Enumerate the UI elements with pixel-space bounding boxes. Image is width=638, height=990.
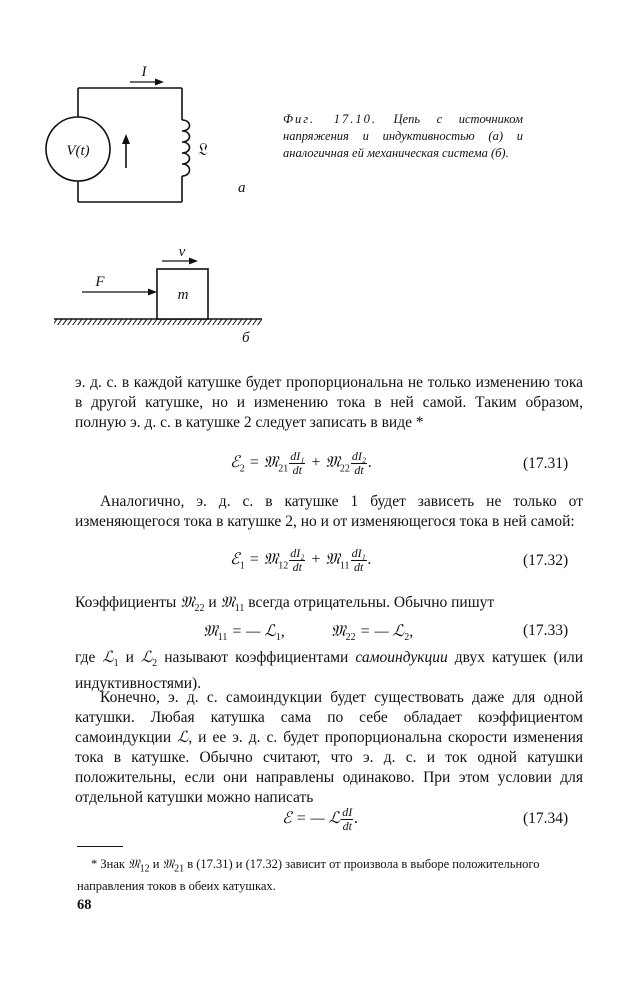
panel-label-b: б	[242, 330, 250, 346]
circuit-diagram	[40, 60, 265, 205]
caption-text: Цепь с источником напряжения и индуктивностью (а) и аналогичная ей механическая система (б).	[283, 112, 523, 160]
source-arrow-head	[122, 134, 130, 144]
source-label: V(t)	[66, 143, 90, 159]
mechanical-diagram	[52, 242, 267, 352]
equation-17-31: ℰ$_2$ = 𝔐$_{21}$ $\frac{\text{dI₁}}{dt}$ + 𝔐$_{22}$ $\frac{\text{dI₂}}{dt}$ .	[230, 449, 373, 477]
paragraph-2: Аналогично, э. д. с. в катушке 1 будет зависеть не только от изменяющегося тока в катушке 2, но и от изменяющегося тока в ней самой:	[75, 493, 583, 530]
inductance-label: 𝔏	[198, 140, 209, 159]
equation-number-17-33: (17.33)	[523, 622, 569, 639]
equation-17-33: 𝔐$_{11}$ = — ℒ$_1$, 𝔐$_{22}$ = — ℒ$_2$,	[203, 623, 414, 644]
paragraph-1: э. д. с. в каждой катушке будет пропорциональна не только изменению тока в другой катушке, но и изменению тока в ней самой. Таким образом, полную э. д. с. в катушке 2 следует записать в виде *	[75, 374, 583, 431]
current-label: I	[141, 64, 147, 80]
mass-label: m	[177, 287, 189, 303]
footnote: * Знак 𝔐$_{12}$ и 𝔐$_{21}$ в (17.31) и (17.32) зависит от произвола в выборе положительного направления токов в обеих катушках.	[77, 857, 540, 893]
equation-number-17-32: (17.32)	[523, 552, 569, 569]
current-arrow-head	[155, 79, 164, 86]
paragraph-4: где ℒ$_1$ и ℒ$_2$ называют коэффициентами самоиндукции двух катушек (или индуктивностями).	[75, 649, 584, 693]
equation-number-17-34: (17.34)	[523, 810, 569, 827]
paragraph-5: Конечно, э. д. с. самоиндукции будет существовать даже для одной катушки. Любая катушка сама по себе обладает коэффициентом самоиндукции ℒ, и ее э. д. с. будет пропорциональна скорости изменения тока в катушке. Обычно считают, что э. д. с. и ток одной катушки положительны, если они направлены одинаково. При этом условии для отдельной катушки можно написать	[75, 689, 583, 806]
inductor-coil	[182, 120, 190, 176]
page-number: 68	[77, 897, 92, 913]
equation-17-34: ℰ = — ℒ $\frac{dI}{dt}$ .	[282, 805, 359, 833]
velocity-label: v	[178, 244, 186, 260]
panel-label-a: а	[238, 180, 246, 196]
paragraph-3: Коэффициенты 𝔐$_{22}$ и 𝔐$_{11}$ всегда отрицательны. Обычно пишут	[75, 594, 495, 615]
ground-hatch	[54, 319, 262, 325]
equation-number-17-31: (17.31)	[523, 455, 569, 472]
equation-17-32: ℰ$_1$ = 𝔐$_{12}$ $\frac{\text{dI₂}}{dt}$ + 𝔐$_{11}$ $\frac{\text{dI₁}}{dt}$ .	[230, 546, 372, 574]
figure-caption	[283, 111, 523, 162]
footnote-rule	[77, 846, 123, 847]
force-label: F	[95, 274, 105, 290]
term-self-induction: самоиндукции	[355, 649, 448, 666]
caption-label: Фиг. 17.10.	[283, 112, 377, 126]
velocity-arrow-head	[189, 258, 198, 265]
force-arrow-head	[148, 289, 157, 296]
